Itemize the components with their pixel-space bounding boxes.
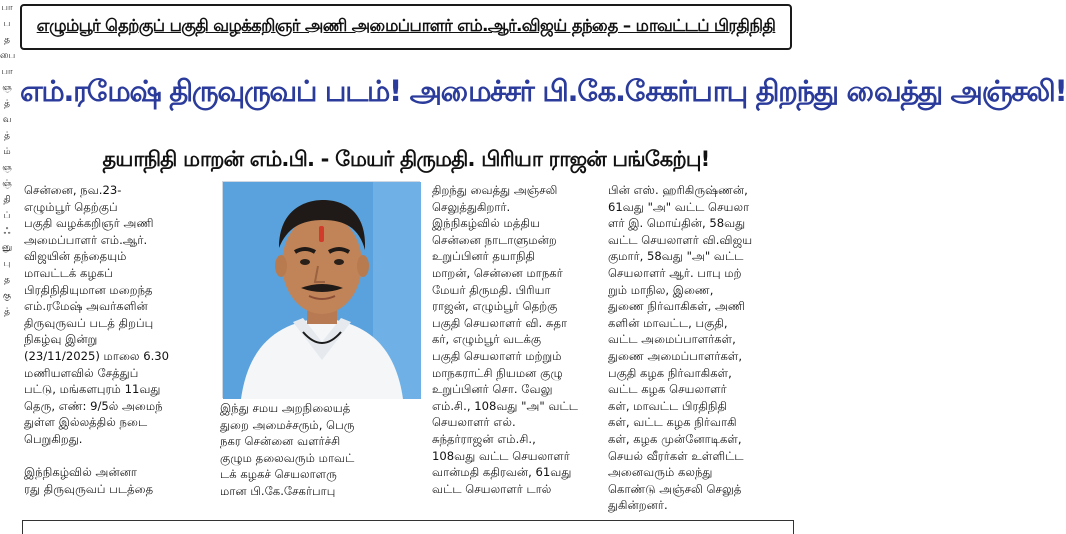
text-line: மாநகராட்சி நியமன குழு xyxy=(432,365,563,380)
margin-glyph: ஞ் xyxy=(2,179,12,189)
margin-glyph: ஞ xyxy=(2,83,12,93)
text-line: விஜயின் தந்தையும் xyxy=(24,249,127,264)
text-line: மாவட்டக் கழகப் xyxy=(24,265,113,280)
margin-glyph: னு xyxy=(1,243,13,253)
text-line: உறுப்பினர் தயாநிதி xyxy=(432,249,536,264)
text-line: பட்டு, மங்களபுரம் 11வது xyxy=(24,382,161,397)
text-line: டக் கழகச் செயலாளரு xyxy=(220,467,337,482)
text-line: சென்னை, நவ.23- xyxy=(24,183,122,197)
text-line: பின் எஸ். ஹரிகிருஷ்ணன், xyxy=(608,183,748,197)
text-line: மேயர் திருமதி. பிரியா xyxy=(432,282,551,297)
margin-glyph: பா xyxy=(1,67,13,77)
text-line: பகுதி செயலாளர் மற்றும் xyxy=(432,348,562,363)
text-line: இந்நிகழ்வில் அன்னா xyxy=(24,465,137,480)
margin-glyph: த xyxy=(4,275,10,285)
text-line: கள், மாவட்ட பிரதிநிதி xyxy=(608,398,728,413)
text-line: பகுதி கழக நிர்வாகிகள், xyxy=(608,365,732,380)
text-line: எழும்பூர் தெற்குப் xyxy=(24,199,118,214)
margin-glyph: த் xyxy=(4,131,10,141)
text-line: கள், கழக முன்னோடிகள், xyxy=(608,431,742,446)
margin-glyph: கு xyxy=(3,291,11,301)
text-line: குழும தலைவரும் மாவட் xyxy=(220,450,355,465)
margin-glyph: ப xyxy=(3,19,11,29)
headline-text: எம்.ரமேஷ் திருவுருவப் படம்! அமைச்சர் பி.கே.சேகர்பாபு திறந்து வைத்து அஞ்சலி! xyxy=(20,74,1066,108)
text-line: இந்து சமய அறநிலையத் xyxy=(220,401,351,415)
kicker-text: எழும்பூர் தெற்குப் பகுதி வழக்கறிஞர் அணி அமைப்பாளர் எம்.ஆர்.விஜய் தந்தை – மாவட்டப் பிரதிநிதி xyxy=(36,16,776,35)
text-line: பகுதி வழக்கறிஞர் அணி xyxy=(24,216,154,231)
margin-glyph: பா xyxy=(1,3,13,13)
text-line: 108வது வட்ட செயலாளர் xyxy=(432,448,570,463)
margin-glyph: த xyxy=(4,35,10,45)
text-line: செயல் வீரர்கள் உள்ளிட்ட xyxy=(608,448,744,463)
text-line: மாறன், சென்னை மாநகர் xyxy=(432,265,563,280)
text-line: கள், வட்ட கழக நிர்வாகி xyxy=(608,415,737,430)
text-line: ராஜன், எழும்பூர் தெற்கு xyxy=(432,299,558,314)
text-line: சென்னை நாடாளுமன்ற xyxy=(432,232,557,247)
text-line: கொண்டு அஞ்சலி செலுத் xyxy=(608,481,742,496)
text-line: திருவுருவப் படத் திறப்பு xyxy=(24,315,154,330)
margin-glyph: த் xyxy=(4,99,10,109)
article-column-3 xyxy=(432,182,602,518)
portrait-photo xyxy=(222,181,420,398)
text-line: பிரதிநிதியுமான மறைந்த xyxy=(24,282,153,297)
text-line: உறுப்பினர் சொ. வேலு xyxy=(432,382,553,397)
photo-caption-column xyxy=(220,400,420,518)
text-line: களின் மாவட்ட, பகுதி, xyxy=(608,315,728,330)
margin-glyph: த் xyxy=(4,307,10,317)
text-line: செலுத்துகிறார். xyxy=(432,199,511,214)
margin-glyph: ஃ xyxy=(3,227,11,237)
subheadline-text: தயாநிதி மாறன் எம்.பி. - மேயர் திருமதி. பிரியா ராஜன் பங்கேற்பு! xyxy=(102,147,710,171)
headline xyxy=(20,56,1066,126)
text-line: அனைவரும் கலந்து xyxy=(608,465,713,480)
text-line: துள்ள இல்லத்தில் நடை xyxy=(24,415,148,430)
text-line: எம்.சி., 108வது "அ" வட்ட xyxy=(432,398,578,413)
text-line: பகுதி செயலாளர் வி. சுதா xyxy=(432,315,568,330)
text-line xyxy=(24,448,214,465)
text-line: தெரு, எண்: 9/5ல் அமைந் xyxy=(24,398,163,413)
text-line: செயலாளர் ஆர். பாபு மற் xyxy=(608,265,742,280)
article-column-4 xyxy=(608,182,794,518)
text-line: நகர சென்னை வளர்ச்சி xyxy=(220,434,341,449)
kicker-box xyxy=(20,4,792,50)
text-line: திறந்து வைத்து அஞ்சலி xyxy=(432,183,558,197)
margin-glyph: பு xyxy=(3,259,11,269)
text-line: எம்.ரமேஷ் அவர்களின் xyxy=(24,299,148,314)
text-line: சுந்தர்ராஜன் எம்.சி., xyxy=(432,431,536,446)
bottom-border-box xyxy=(22,520,794,534)
text-line: மான பி.கே.சேகர்பாபு xyxy=(220,483,336,498)
margin-glyph: ப் xyxy=(3,211,11,221)
text-line: (23/11/2025) மாலை 6.30 xyxy=(24,348,170,363)
margin-glyph: பை xyxy=(0,51,16,61)
margin-glyph: தி xyxy=(3,195,11,205)
left-margin-text xyxy=(0,0,14,530)
text-line: துகின்றனர். xyxy=(608,498,668,513)
text-line: இந்நிகழ்வில் மத்திய xyxy=(432,216,540,231)
portrait-illustration xyxy=(223,182,421,399)
subheadline xyxy=(20,140,792,178)
text-line: அமைப்பாளர் எம்.ஆர். xyxy=(24,232,148,247)
text-line: வட்ட கழக செயலாளர் xyxy=(608,382,727,397)
text-line: வான்மதி கதிரவன், 61வது xyxy=(432,465,572,480)
margin-glyph: வ xyxy=(2,115,12,125)
text-line: வட்ட செயலாளர் வி.விஜய xyxy=(608,232,753,247)
text-line: ரது திருவுருவப் படத்தை xyxy=(24,481,154,496)
text-line: கர், எழும்பூர் வடக்கு xyxy=(432,332,542,347)
text-line: வட்ட அமைப்பாளர்கள், xyxy=(608,332,736,347)
text-line: துறை அமைச்சரும், பெரு xyxy=(220,417,355,432)
margin-glyph: ஞ xyxy=(2,163,12,173)
text-line: நிகழ்வு இன்று xyxy=(24,332,98,347)
text-line: றும் மாநில, இணை, xyxy=(608,282,714,297)
text-line: ளர் இ. மொய்தின், 58வது xyxy=(608,216,746,231)
text-line: குமார், 58வது "அ" வட்ட xyxy=(608,249,744,264)
text-line: துணை நிர்வாகிகள், அணி xyxy=(608,299,746,314)
text-line: துணை அமைப்பாளர்கள், xyxy=(608,348,743,363)
article-column-1 xyxy=(24,182,214,518)
text-line: பெறுகிறது. xyxy=(24,431,83,446)
margin-glyph: ம் xyxy=(3,147,11,157)
text-line: செயலாளர் எல். xyxy=(432,415,516,430)
text-line: 61வது "அ" வட்ட செயலா xyxy=(608,199,750,214)
text-line: மணியளவில் சேத்துப் xyxy=(24,365,139,380)
text-line: வட்ட செயலாளர் டால் xyxy=(432,481,552,496)
